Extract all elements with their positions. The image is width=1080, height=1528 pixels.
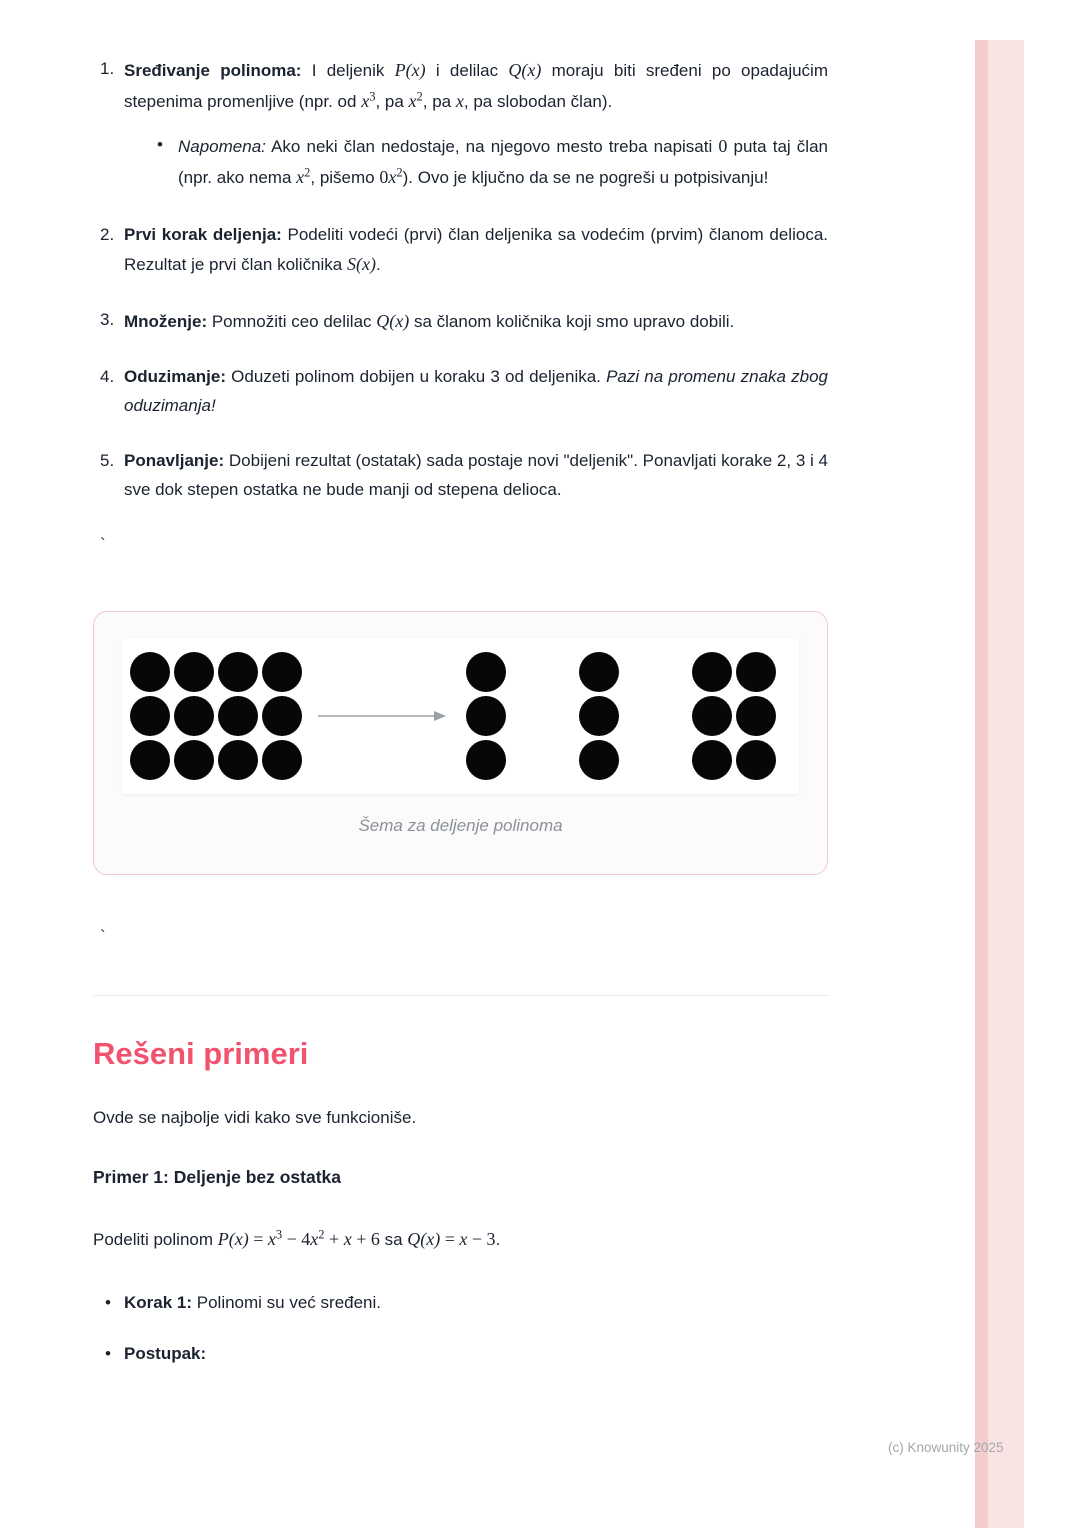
step-item-2 — [93, 221, 828, 281]
dot — [736, 652, 776, 692]
example-title: Primer 1: Deljenje bez ostatka — [93, 1166, 342, 1187]
math-Px: P(x) — [394, 60, 426, 80]
bullet-text: Postupak: — [124, 1344, 207, 1364]
bullet-icon: • — [157, 134, 163, 154]
dot — [736, 740, 776, 780]
bullet-icon: • — [105, 1292, 111, 1312]
dot — [262, 652, 302, 692]
step-text: Ponavljanje: Dobijeni rezultat (ostatak) sada postaje novi "deljenik". Ponavljati korake 2, 3 i 4 sve dok stepen ostatka ne bude manji od stepena delioca. — [124, 451, 828, 499]
step-number: 1. — [100, 59, 115, 78]
dot — [262, 696, 302, 736]
bullet-text: Korak 1: Polinomi su već sređeni. — [124, 1292, 382, 1312]
math-Px: P(x) — [217, 1228, 249, 1249]
step-title: Sređivanje polinoma: — [124, 61, 302, 80]
math-Sx: S(x) — [346, 254, 376, 275]
dots-groups-right — [466, 652, 776, 780]
math-Qx: Q(x) — [407, 1228, 441, 1249]
warning-text: Pazi na promenu znaka zbog oduzimanja! — [124, 367, 828, 416]
step-number: 3. — [100, 310, 115, 330]
dot — [262, 740, 302, 780]
dot — [736, 696, 776, 736]
step-item-3 — [93, 306, 828, 337]
document-content — [93, 55, 828, 1367]
dots-grid-left — [130, 652, 302, 780]
footer-credit: (c) Knowunity 2025 — [888, 1440, 1004, 1455]
dot — [466, 696, 506, 736]
backtick-line: ` — [100, 926, 106, 946]
dots-group-2 — [579, 652, 619, 780]
step-title: Prvi korak deljenja: — [124, 224, 282, 244]
dots-group-1 — [466, 652, 506, 780]
bullet-icon: • — [105, 1344, 111, 1364]
math-Qx: Q(x) — [376, 311, 410, 332]
dot — [174, 652, 214, 692]
section-heading: Rešeni primeri — [93, 1035, 309, 1071]
math-Qx: Q(x) — [508, 60, 542, 80]
backtick-line: ` — [100, 534, 106, 554]
step-item-1 — [93, 55, 828, 195]
side-accent-stripe — [975, 40, 1024, 1528]
dot — [692, 740, 732, 780]
step-number: 2. — [100, 224, 115, 244]
bullet-item-postupak — [93, 1340, 828, 1367]
step-item-5 — [93, 447, 828, 505]
dot — [692, 696, 732, 736]
step-number: 5. — [100, 451, 115, 471]
section-divider — [93, 995, 828, 996]
step-text: Prvi korak deljenja: Podeliti vodeći (prvi) član deljenika sa vodećim (prvim) članom delioca. Rezultat je prvi član količnika S(x). — [124, 224, 828, 275]
dot — [579, 652, 619, 692]
dot — [466, 652, 506, 692]
step-item-4 — [93, 363, 828, 421]
dot — [174, 696, 214, 736]
step-text: Sređivanje polinoma: I deljenik P(x) i delilac Q(x) moraju biti sređeni po opadajućim stepenima promenljive (npr. od $x^3$, pa $x^2$, pa x, pa slobodan član). • Napomena: Ako neki član nedostaje, na njegovo mesto treba napisati 0 puta taj član (npr. ako nema $x^2$, pišemo $0x^2$). Ovo je ključno da se ne pogreši u potpisivanju! — [124, 55, 828, 195]
problem-paragraph: Podeliti polinom $P(x) = x^3 - 4x^2 + x + 6$ sa Q(x) = x − 3. — [93, 1227, 501, 1249]
step-title: Ponavljanje: — [124, 451, 225, 471]
dot — [579, 740, 619, 780]
dot — [130, 696, 170, 736]
figure-caption: Šema za deljenje polinoma — [358, 815, 563, 835]
intro-paragraph: Ovde se najbolje vidi kako sve funkcioniše. — [93, 1107, 417, 1127]
step-number: 4. — [100, 367, 115, 387]
dots-group-3 — [692, 652, 776, 780]
dot — [130, 740, 170, 780]
right-arrow-icon — [318, 709, 446, 723]
dots-illustration — [122, 638, 799, 794]
dot — [466, 740, 506, 780]
step-text: Oduzimanje: Oduzeti polinom dobijen u koraku 3 od deljenika. Pazi na promenu znaka zbog oduzimanja! — [124, 367, 828, 416]
note-item: • Napomena: Ako neki član nedostaje, na njegovo mesto treba napisati 0 puta taj član (npr. ako nema $x^2$, pišemo $0x^2$). Ovo je ključno da se ne pogreši u potpisivanju! — [157, 131, 828, 193]
step-text: Množenje: Pomnožiti ceo delilac Q(x) sa članom količnika koji smo upravo dobili. — [124, 311, 735, 332]
dot — [218, 652, 258, 692]
figure-card — [93, 611, 828, 875]
dot — [174, 740, 214, 780]
dot — [218, 740, 258, 780]
step-title: Oduzimanje: — [124, 367, 227, 387]
dot — [218, 696, 258, 736]
dot — [692, 652, 732, 692]
dot — [130, 652, 170, 692]
bullet-item-korak — [93, 1289, 828, 1316]
note-label: Napomena: — [178, 136, 266, 156]
dot — [579, 696, 619, 736]
step-title: Množenje: — [124, 312, 208, 332]
